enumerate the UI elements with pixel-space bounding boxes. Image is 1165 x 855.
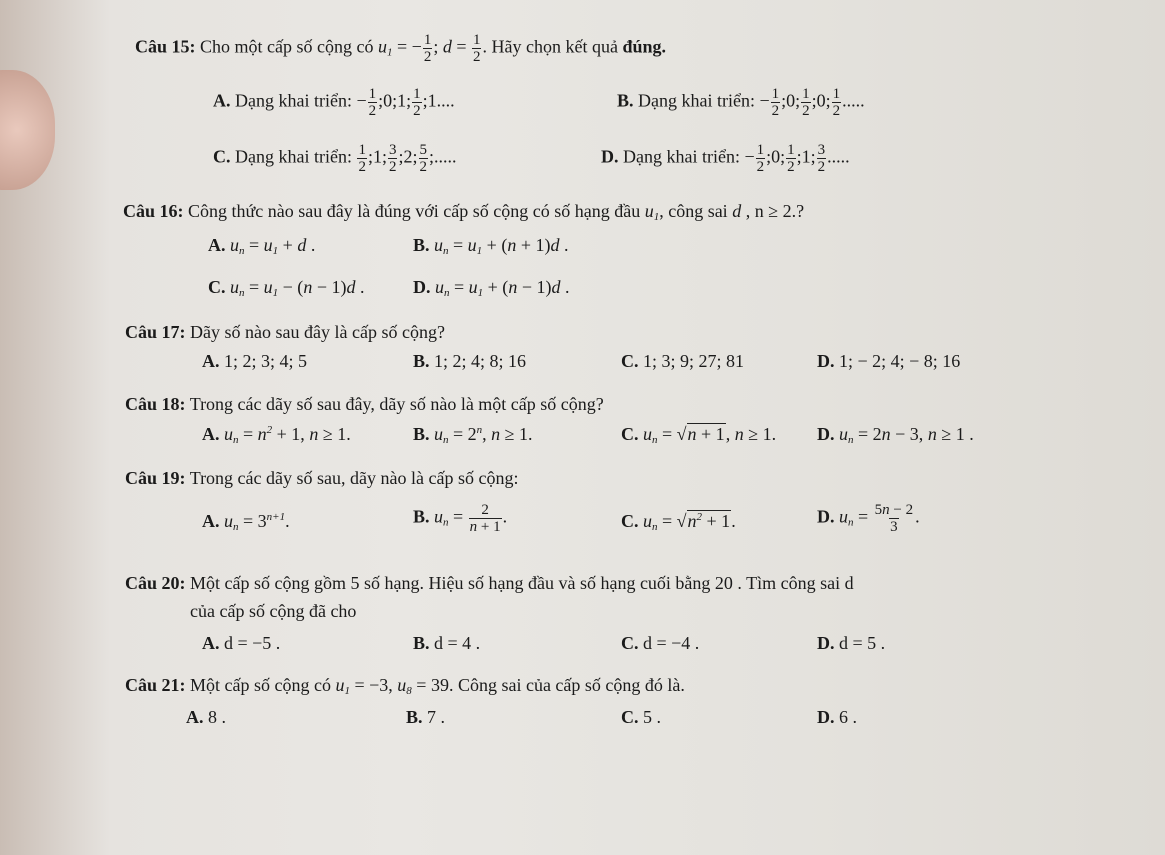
q16-stem: Câu 16: Công thức nào sau đây là đúng với cấp số cộng có số hạng đầu $u_1$, công sai d , n ≥ 2.? bbox=[123, 201, 805, 223]
q21-option-d[interactable]: D. 6 . bbox=[817, 707, 857, 727]
q20-stem-cont: của cấp số cộng đã cho bbox=[190, 601, 357, 621]
q17-option-a[interactable]: A. 1; 2; 3; 4; 5 bbox=[202, 351, 308, 371]
q16-option-b[interactable]: B. $u_n = u_1 + (n + 1)d$ . bbox=[413, 235, 569, 257]
q21-stem: Câu 21: Một cấp số cộng có $u_1 = -3$, $u_8 = 39$. Công sai của cấp số cộng đó là. bbox=[125, 675, 685, 697]
q17-option-c[interactable]: C. 1; 3; 9; 27; 81 bbox=[621, 351, 745, 371]
q18-stem: Câu 18: Trong các dãy số sau đây, dãy số nào là một cấp số cộng? bbox=[125, 394, 604, 414]
q17-option-b[interactable]: B. 1; 2; 4; 8; 16 bbox=[413, 351, 527, 371]
q16-option-c[interactable]: C. $u_n = u_1 - (n - 1)d$ . bbox=[208, 277, 365, 299]
q20-option-a[interactable]: A. d = −5 . bbox=[202, 633, 281, 653]
q18-option-c[interactable]: C. $u_n = √n + 1$, n ≥ 1. bbox=[621, 424, 777, 446]
q15-option-a[interactable]: A. Dạng khai triển: − $\frac{1}{2}$ ;0;1; $\frac{1}{2}$ ;1.... bbox=[213, 86, 455, 119]
q20-stem: Câu 20: Một cấp số cộng gồm 5 số hạng. Hiệu số hạng đầu và số hạng cuối bằng 20 . Tìm công sai d bbox=[125, 573, 854, 593]
q15-option-c[interactable]: C. Dạng khai triển: $\frac{1}{2}$ ;1; $\frac{3}{2}$ ;2; $\frac{5}{2}$ ;..... bbox=[213, 142, 457, 175]
q19-option-d[interactable]: D. $u_n$ = $\frac{5n - 2}{3}$ . bbox=[817, 502, 920, 535]
q15-stem: Câu 15: Cho một cấp số cộng có $u_1$ = − $\frac{1}{2}$ ; d = $\frac{1}{2}$ . Hãy chọn kết quả đúng. bbox=[135, 32, 666, 65]
q20-option-d[interactable]: D. d = 5 . bbox=[817, 633, 886, 653]
q15-option-d[interactable]: D. Dạng khai triển: − $\frac{1}{2}$ ;0; $\frac{1}{2}$ ;1; $\frac{3}{2}$ ..... bbox=[601, 142, 850, 175]
q19-option-a[interactable]: A. $u_n = 3^{n+1}$. bbox=[202, 511, 290, 533]
q21-option-c[interactable]: C. 5 . bbox=[621, 707, 661, 727]
q18-option-b[interactable]: B. $u_n = 2^n$, n ≥ 1. bbox=[413, 424, 533, 446]
q17-stem: Câu 17: Dãy số nào sau đây là cấp số cộng? bbox=[125, 322, 445, 342]
q21-option-b[interactable]: B. 7 . bbox=[406, 707, 446, 727]
q17-option-d[interactable]: D. 1; − 2; 4; − 8; 16 bbox=[817, 351, 961, 371]
q18-option-a[interactable]: A. $u_n = n^2 + 1$, n ≥ 1. bbox=[202, 424, 351, 446]
q16-option-d[interactable]: D. $u_n = u_1 + (n - 1)d$ . bbox=[413, 277, 570, 299]
q21-option-a[interactable]: A. 8 . bbox=[186, 707, 226, 727]
q15-option-b[interactable]: B. Dạng khai triển: − $\frac{1}{2}$ ;0; $\frac{1}{2}$ ;0; $\frac{1}{2}$ ..... bbox=[617, 86, 865, 119]
q19-stem: Câu 19: Trong các dãy số sau, dãy nào là cấp số cộng: bbox=[125, 468, 519, 488]
q18-option-d[interactable]: D. $u_n = 2n - 3$, n ≥ 1 . bbox=[817, 424, 974, 446]
q20-option-b[interactable]: B. d = 4 . bbox=[413, 633, 481, 653]
q19-option-b[interactable]: B. $u_n$ = $\frac{2}{n + 1}$ . bbox=[413, 502, 508, 535]
q20-option-c[interactable]: C. d = −4 . bbox=[621, 633, 700, 653]
q19-option-c[interactable]: C. $u_n = √n^2 + 1$. bbox=[621, 511, 736, 533]
q16-option-a[interactable]: A. $u_n = u_1 + d$ . bbox=[208, 235, 316, 257]
